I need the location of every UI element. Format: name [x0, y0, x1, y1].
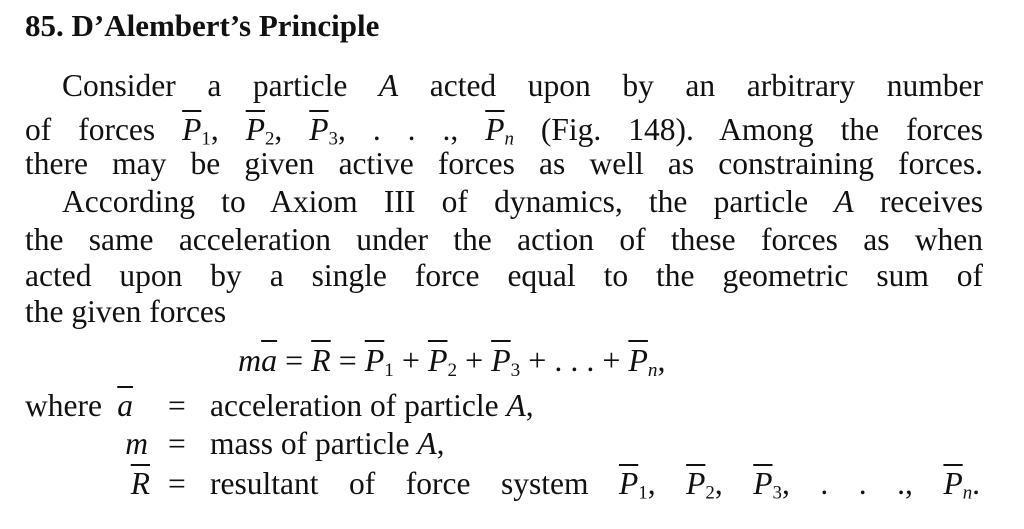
- equation: $m\overline{a} = \overline{R} = \overline{P}_1 + \overline{P}_2 + \overline{P}_3$ + . . . + $\overline{P}_n$,: [238, 342, 666, 381]
- paragraph1-line2: of forces $\overline{P}_1$, $\overline{P}_2$, $\overline{P}_3$, . . ., $\overline{P}_n$ (Fig. 148). Among the forces: [25, 112, 984, 150]
- symbol-m: m: [125, 426, 148, 461]
- paragraph2-line2: the same acceleration under the action of these forces as when: [25, 222, 983, 257]
- paragraph2-line3: acted upon by a single force equal to the geometric sum of: [25, 258, 983, 293]
- paragraph1-line1: Consider a particle A acted upon by an arbitrary number: [62, 68, 983, 103]
- definition-a: acceleration of particle A,: [210, 388, 534, 423]
- section-heading: 85. D’Alembert’s Principle: [25, 8, 380, 43]
- where-label: where: [25, 388, 102, 423]
- paragraph2-line1: According to Axiom III of dynamics, the particle A receives: [62, 184, 983, 219]
- definition-m: mass of particle A,: [210, 426, 445, 461]
- paragraph1-line3: there may be given active forces as well as constraining forces.: [25, 146, 983, 181]
- definition-r: resultant of force system $\overline{P}_1$, $\overline{P}_2$, $\overline{P}_3$, . . ., $\overline{P}_n$.: [210, 466, 981, 504]
- paragraph2-line4: the given forces: [25, 294, 227, 329]
- symbol-r: $\overline{R}$: [130, 466, 150, 501]
- symbol-a: $\overline{a}$: [117, 388, 133, 423]
